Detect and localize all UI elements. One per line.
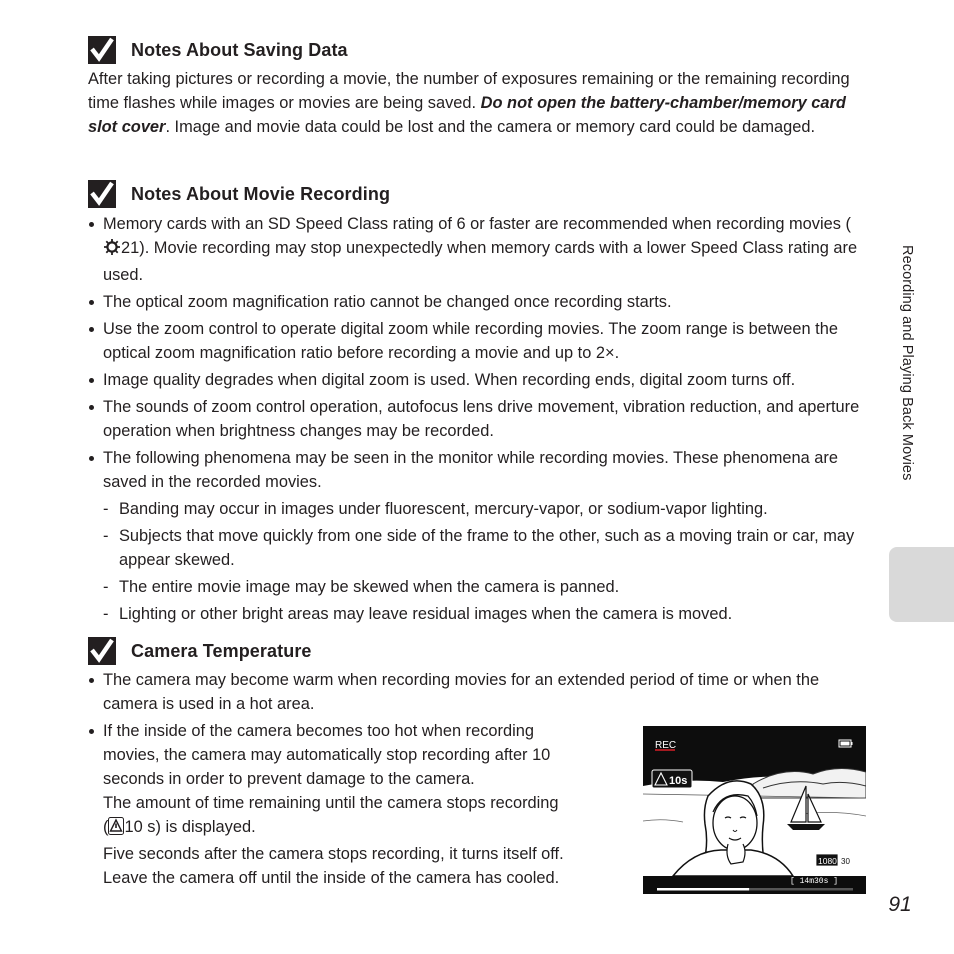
saving-text-1: After taking pictures or recording a movie, the number of exposures remaining or the remaining recording time flashes while images or movies are being saved. (88, 70, 850, 112)
line-text: ( (103, 818, 109, 836)
rec-label: REC (655, 740, 677, 751)
check-mark-icon (88, 36, 116, 64)
remaining-time: [ 14m30s ] (790, 877, 839, 886)
section-title: Notes About Saving Data (131, 39, 348, 60)
line: seconds in order to prevent damage to the camera. (103, 770, 475, 788)
bullet-text: Memory cards with an SD Speed Class rating of 6 or faster are recommended when recording movies ( (103, 215, 851, 233)
list-item: The following phenomena may be seen in the monitor while recording movies. These phenomena are saved in the recorded movies. (88, 446, 868, 494)
movie-mode-text: 1080 (818, 856, 837, 866)
list-item: The camera may become warm when recording movies for an extended period of time or when the camera is used in a hot area. (88, 668, 868, 716)
section-title: Camera Temperature (131, 640, 312, 661)
saving-text-2: . Image and movie data could be lost and the camera or memory card could be damaged. (165, 118, 816, 136)
sub-text: The entire movie image may be skewed when the camera is panned. (119, 578, 620, 596)
temperature-warning-icon (108, 817, 124, 842)
sub-list-item (88, 524, 868, 572)
section-title: Notes About Movie Recording (131, 183, 391, 204)
check-mark-icon (88, 180, 116, 208)
line (103, 815, 623, 842)
section-heading-movie (88, 179, 390, 209)
section-heading-saving (88, 35, 348, 65)
saving-paragraph (88, 67, 868, 139)
sub-text: Subjects that move quickly from one side of the frame to the other, such as a moving train or car, may appear skewed. (119, 527, 855, 569)
saving-warning: Do not open the battery-chamber/memory card slot cover (88, 94, 846, 136)
reference-link[interactable]: 21 (121, 239, 140, 257)
bullet-text: ). Movie recording may stop unexpectedly when memory cards with a lower Speed Class rating are used. (103, 239, 858, 284)
sub-text: Banding may occur in images under fluorescent, mercury-vapor, or sodium-vapor lighting. (119, 500, 768, 518)
check-mark-icon (88, 637, 116, 665)
list-item: The optical zoom magnification ratio cannot be changed once recording starts. (88, 290, 868, 314)
side-tab (889, 547, 954, 622)
dash: - (103, 527, 109, 545)
line-text: 10 s) is displayed. (124, 818, 256, 836)
list-item: Use the zoom control to operate digital zoom while recording movies. The zoom range is between the optical zoom magnification ratio before recording a movie and up to 2×. (88, 317, 868, 365)
list-item: The sounds of zoom control operation, autofocus lens drive movement, vibration reduction, and aperture operation when brightness changes may be recorded. (88, 395, 868, 443)
dash: - (103, 605, 109, 623)
list-item (88, 212, 868, 287)
line: If the inside of the camera becomes too hot when recording (103, 722, 534, 740)
camera-monitor-illustration (643, 726, 866, 894)
line: Leave the camera off until the inside of the camera has cooled. (103, 869, 560, 887)
page-number: 91 (888, 893, 912, 916)
reference-icon (103, 238, 121, 263)
fps-text: 30 (841, 857, 850, 866)
sub-list-item (88, 497, 868, 521)
line: movies, the camera may automatically stop recording after 10 (103, 746, 551, 764)
list-item (88, 719, 623, 890)
sub-list-item (88, 602, 868, 626)
section-heading-temperature (88, 636, 312, 666)
side-tab-label: Recording and Playing Back Movies (899, 245, 915, 481)
sub-text: Lighting or other bright areas may leave residual images when the camera is moved. (119, 605, 733, 623)
countdown-text: 10s (669, 775, 688, 787)
line: The amount of time remaining until the camera stops recording (103, 794, 559, 812)
sub-list-item (88, 575, 868, 599)
list-item: Image quality degrades when digital zoom is used. When recording ends, digital zoom turns off. (88, 368, 868, 392)
dash: - (103, 578, 109, 596)
movie-notes-list (88, 212, 868, 626)
dash: - (103, 500, 109, 518)
monitor-scene (643, 726, 866, 894)
line: Five seconds after the camera stops recording, it turns itself off. (103, 845, 564, 863)
progress-fill (657, 888, 749, 891)
